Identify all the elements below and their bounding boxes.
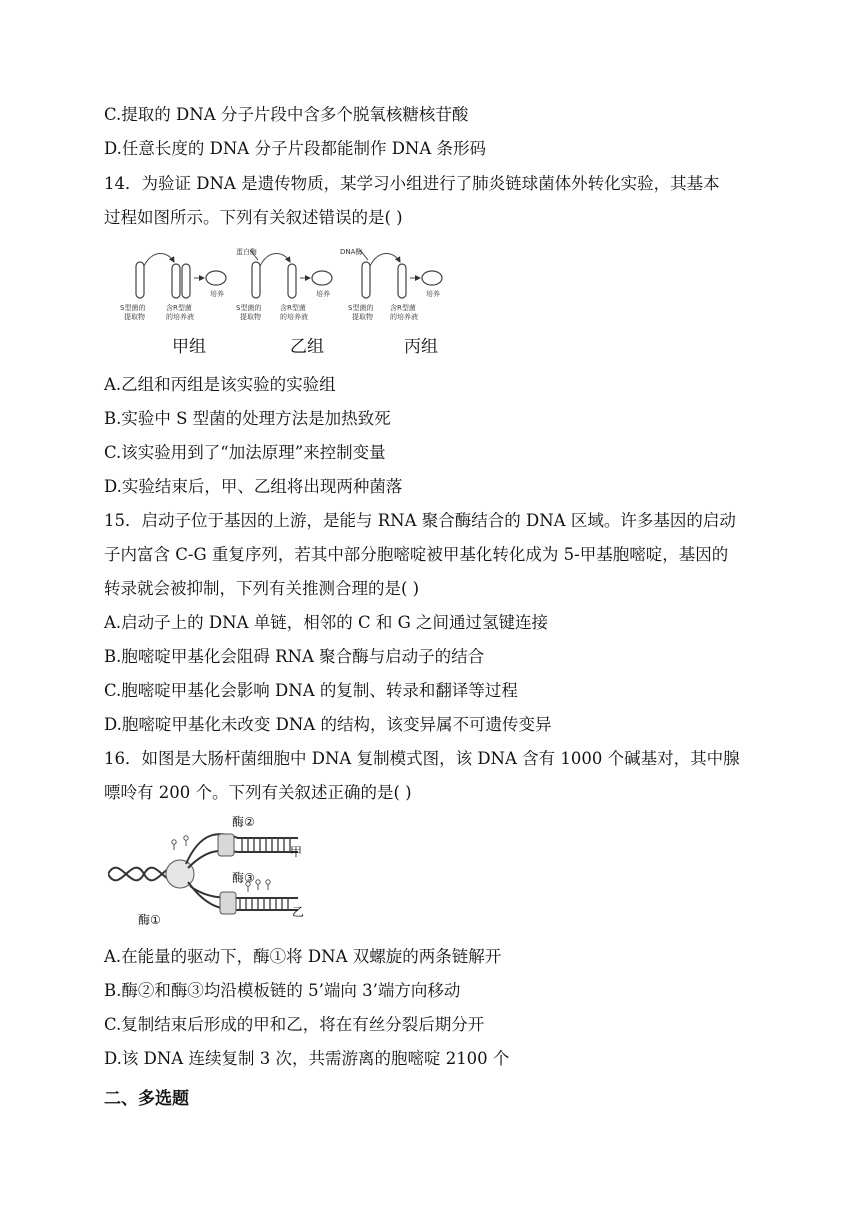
q15-stem-line2: 子内富含 C-G 重复序列，若其中部分胞嘧啶被甲基化转化成为 5-甲基胞嘧啶，基因的 [104,545,729,564]
tube1-caption-3a: S型菌的 [348,304,374,312]
q13-option-d: D.任意长度的 DNA 分子片段都能制作 DNA 条形码 [104,139,487,158]
lower-daughter-rungs [240,898,288,910]
q13-option-c: C.提取的 DNA 分子片段中含多个脱氧核糖核苷酸 [104,105,469,124]
upper-daughter-rungs [242,838,290,852]
q14-option-a: A.乙组和丙组是该实验的实验组 [104,375,336,394]
q16-option-a: A.在能量的驱动下，酶①将 DNA 双螺旋的两条链解开 [104,947,502,966]
q14-stem-line1: 14．为验证 DNA 是遗传物质，某学习小组进行了肺炎链球菌体外转化实验，其基本 [104,174,720,193]
q14-stem-line2: 过程如图所示。下列有关叙述错误的是( ) [104,208,403,227]
group-label-bing: 丙组 [404,337,438,357]
tube2-caption-3b: 的培养液 [390,313,418,321]
q15-stem-line3: 转录就会被抑制，下列有关推测合理的是( ) [104,579,420,598]
group-label-jia: 甲组 [172,337,206,357]
enzyme3-label: 酶③ [232,871,255,885]
tube1-caption-1a: S型菌的 [120,304,146,312]
q15-option-a: A.启动子上的 DNA 单链，相邻的 C 和 G 之间通过氢键连接 [104,613,549,632]
enzyme1-label: 酶① [138,913,161,927]
q16-stem-line1: 16．如图是大肠杆菌细胞中 DNA 复制模式图，该 DNA 含有 1000 个碱基对，其中腺 [104,749,740,768]
daughter-yi-label: 乙 [292,905,305,919]
q14-option-d: D.实验结束后，甲、乙组将出现两种菌落 [104,477,403,496]
daughter-jia-label: 甲 [290,845,303,859]
q14-experiment-figure [112,242,452,360]
section-heading-multiple-choice: 二、多选题 [104,1089,189,1109]
tube1-caption-2b: 提取物 [240,313,261,321]
q16-dna-replication-figure [108,812,318,930]
protease-label: 蛋白酶 [236,248,257,256]
culture-label-3: 培养 [426,290,440,298]
tube1-caption-1b: 提取物 [124,313,145,321]
culture-label-2: 培养 [316,290,330,298]
tube1-caption-3b: 提取物 [352,313,373,321]
enzyme3-shape [220,892,236,914]
q14-option-c: C.该实验用到了“加法原理”来控制变量 [104,443,386,462]
dnase-label: DNA酶 [340,248,363,256]
tube1-caption-2a: S型菌的 [236,304,262,312]
q16-option-c: C.复制结束后形成的甲和乙，将在有丝分裂后期分开 [104,1015,485,1034]
q16-stem-line2: 嘌呤有 200 个。下列有关叙述正确的是( ) [104,783,412,802]
group-label-yi: 乙组 [290,337,324,357]
enzyme2-shape [218,834,234,856]
tube2-caption-1b: 的培养液 [166,313,194,321]
q14-option-b: B.实验中 S 型菌的处理方法是加热致死 [104,409,391,428]
tube2-caption-3a: 含R型菌 [390,304,416,312]
tube2-caption-1a: 含R型菌 [166,304,192,312]
enzyme2-label: 酶② [232,815,255,829]
tube2-caption-2a: 含R型菌 [280,304,306,312]
q15-option-c: C.胞嘧啶甲基化会影响 DNA 的复制、转录和翻译等过程 [104,681,518,700]
culture-label-1: 培养 [210,290,224,298]
tube2-caption-2b: 的培养液 [280,313,308,321]
q15-option-b: B.胞嘧啶甲基化会阻碍 RNA 聚合酶与启动子的结合 [104,647,485,666]
q16-option-d: D.该 DNA 连续复制 3 次，共需游离的胞嘧啶 2100 个 [104,1049,510,1068]
q15-option-d: D.胞嘧啶甲基化未改变 DNA 的结构，该变异属不可遗传变异 [104,715,552,734]
q15-stem-line1: 15．启动子位于基因的上游，是能与 RNA 聚合酶结合的 DNA 区域。许多基因的启动 [104,511,736,530]
q16-option-b: B.酶②和酶③均沿模板链的 5’端向 3’端方向移动 [104,981,461,1000]
